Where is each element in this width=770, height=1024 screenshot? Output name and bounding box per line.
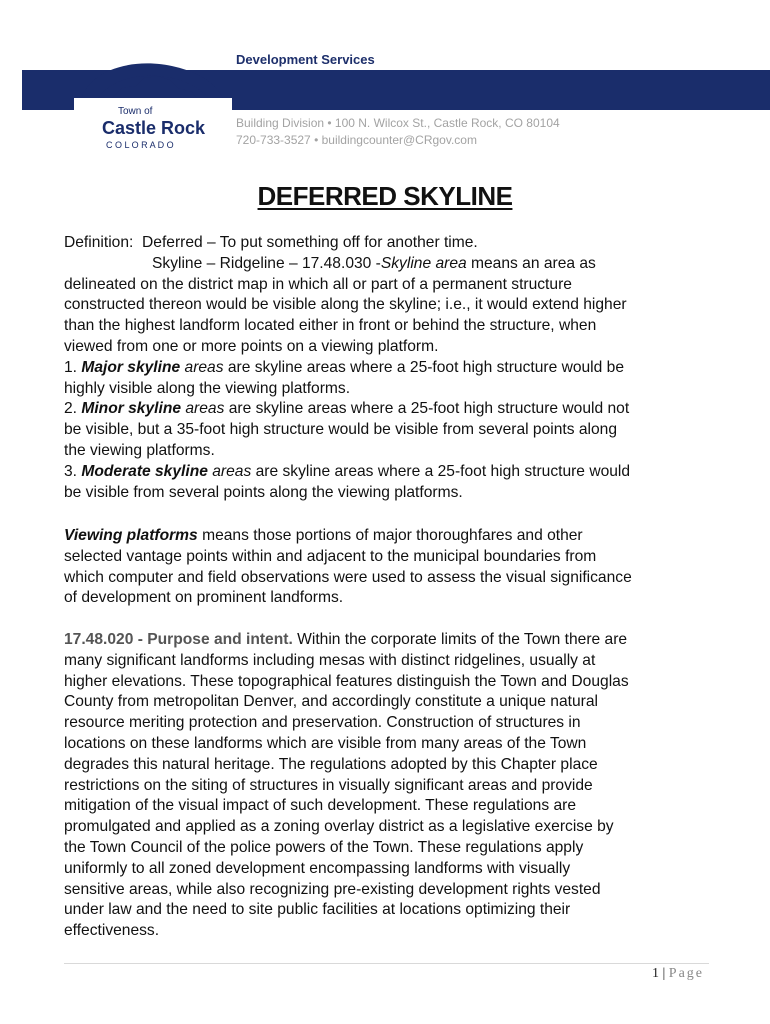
viewing-term: Viewing platforms [64,527,198,544]
item-term-suffix: areas [212,462,252,480]
item-term: Minor skyline [81,400,182,418]
purpose-line: restrictions on the siting of structures in visually significant areas and provide [64,776,593,794]
skyline-rest: means an area as [471,254,596,272]
definition-deferred: Deferred – To put something off for another time. [142,234,478,251]
item-line: highly visible along the viewing platforms. [64,379,351,397]
item-number: 2. [64,400,78,418]
item-number: 3. [64,462,78,480]
purpose-line: the Town Council of the police powers of the Town. These regulations apply [64,838,584,856]
definition-line: than the highest landform located either in front or behind the structure, when [64,317,597,335]
viewing-text: means those portions of major thoroughfares and other [202,527,583,544]
skyline-item-moderate [64,462,714,483]
purpose-reference: 17.48.020 - Purpose and intent. [64,631,293,648]
purpose-line: many significant landforms including mesas with distinct ridgelines, usually at [64,651,596,669]
item-term-suffix: areas [185,400,225,418]
item-line: be visible from several points along the viewing platforms. [64,483,463,501]
definition-line: constructed thereon would be visible along the skyline; i.e., it would extend higher [64,296,627,314]
department-name: Development Services [236,52,375,67]
skyline-item-major [64,358,714,379]
purpose-line: effectiveness. [64,922,160,940]
purpose-line: degrades this natural heritage. The regulations adopted by this Chapter place [64,755,598,773]
item-term: Moderate skyline [81,462,208,480]
skyline-item-minor [64,399,714,420]
viewing-first-line [64,526,714,547]
item-text: are skyline areas where a 25-foot high structure would not [228,400,630,418]
definition-label: Definition: [64,234,134,251]
page-label: Page [668,966,704,981]
item-term: Major skyline [81,358,181,376]
logo-castle-rock: Castle Rock [102,118,206,138]
item-number: 1. [64,358,78,376]
address-line: Building Division • 100 N. Wilcox St., Castle Rock, CO 80104 [236,116,560,130]
viewing-line: of development on prominent landforms. [64,589,344,607]
purpose-first-line [64,630,714,651]
viewing-line: selected vantage points within and adjacent to the municipal boundaries from [64,547,597,565]
contact-line: 720-733-3527 • buildingcounter@CRgov.com [236,133,477,147]
purpose-line: locations on these landforms which are visible from many areas of the Town [64,734,587,752]
definition-line: viewed from one or more points on a viewing platform. [64,337,439,355]
definition-block [64,233,714,503]
purpose-line: promulgated and applied as a zoning overlay district as a legislative exercise by [64,818,614,836]
purpose-line: resource meriting protection and preservation. Construction of structures in [64,714,581,732]
page-footer [652,966,704,982]
purpose-line: under law and the need to site public facilities at locations optimizing their [64,901,571,919]
purpose-block [64,630,714,942]
skyline-prefix: Skyline – Ridgeline – 17.48.030 - [152,254,381,272]
logo-colorado: C O L O R A D O [106,140,174,150]
viewing-platforms-block [64,526,714,609]
purpose-line: County from metropolitan Denver, and accordingly constitute a unique natural [64,693,598,711]
definition-line: delineated on the district map in which all or part of a permanent structure [64,275,572,293]
skyline-term: Skyline area [380,254,467,272]
purpose-line: sensitive areas, while also recognizing pre-existing development rights vested [64,880,601,898]
item-text: are skyline areas where a 25-foot high structure would [255,462,631,480]
definition-line-skyline [64,254,714,275]
contact-info [236,115,560,149]
purpose-line: uniformly to all zoned development encompassing landforms with visually [64,859,571,877]
item-line: be visible, but a 35-foot high structure would be visible from several points along [64,421,618,439]
page-number: 1 [651,966,659,981]
definition-line-deferred [64,233,714,254]
footer-divider [64,963,709,964]
logo-town-of: Town of [118,106,153,117]
footer-separator: | [662,966,666,981]
page-title: DEFERRED SKYLINE [257,181,513,211]
purpose-line: mitigation of the visual impact of such development. These regulations are [64,797,576,815]
viewing-line: which computer and field observations were used to assess the visual significance [64,568,632,586]
item-line: the viewing platforms. [64,441,215,459]
castle-rock-logo [74,56,232,152]
item-text: are skyline areas where a 25-foot high structure would be [227,358,625,376]
purpose-line: higher elevations. These topographical features distinguish the Town and Douglas [64,672,629,690]
item-term-suffix: areas [184,358,224,376]
purpose-text: Within the corporate limits of the Town there are [297,631,628,648]
